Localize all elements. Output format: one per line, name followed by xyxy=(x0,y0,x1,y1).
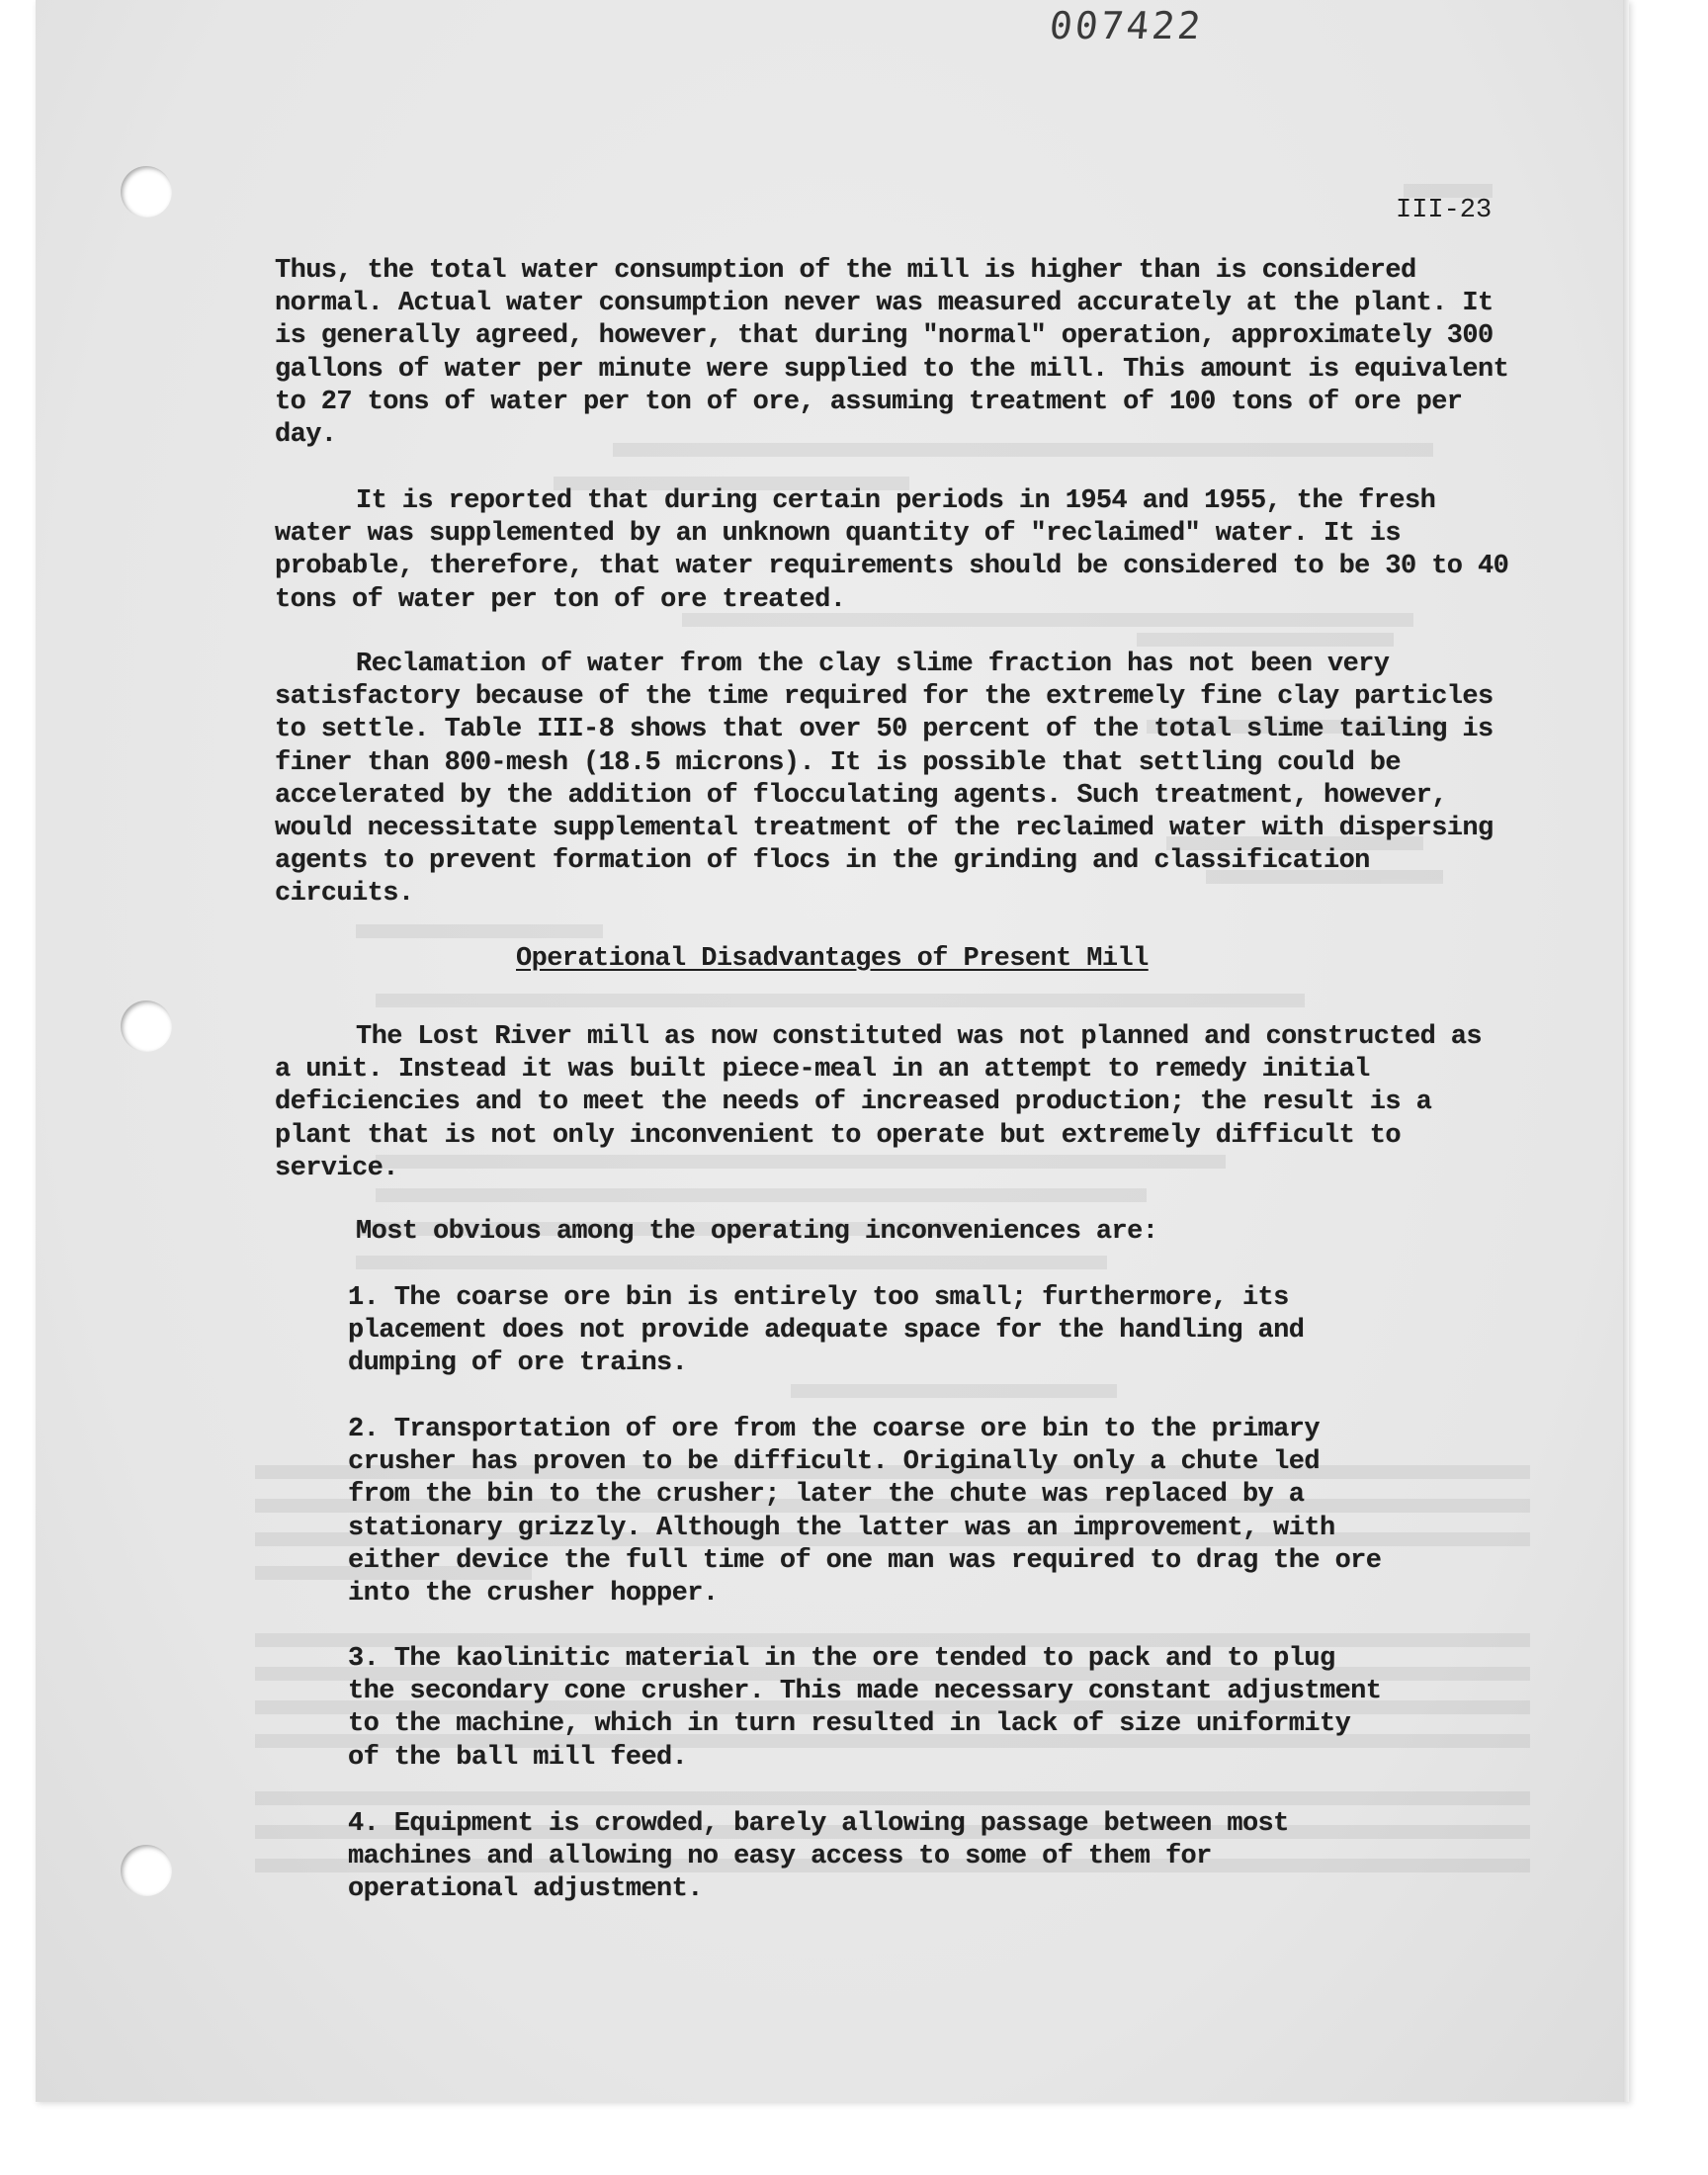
punch-hole-middle xyxy=(121,1000,172,1052)
list-item: 1. The coarse ore bin is entirely too small; furthermore, its placement does not provide adequate space for the handling and dumping of ore trains. xyxy=(348,1283,1305,1379)
page-number: III-23 xyxy=(1396,196,1493,225)
punch-hole-top xyxy=(121,166,172,218)
paragraph-water-consumption: Thus, the total water consumption of the mill is higher than is considered normal. Actual water consumption never was measured accurately at the plant. It is generally agreed, however, that during "normal" operation, approximately 300 gallons of water per minute were supplied to the mill. This amount is equivalent to 27 tons of water per ton of ore, assuming treatment of 100 tons of ore per day. xyxy=(275,256,1509,451)
paragraph-reclamation: Reclamation of water from the clay slime fraction has not been very satisfactory because of the time required for the extremely fine clay particles to settle. Table III-8 shows that over 50 percent of the total slime tailing is finer than 800-mesh (18.5 microns). It is possible that settling could be accelerated by the addition of flocculating agents. Such treatment, however, would necessitate supplemental treatment of the reclaimed water with dispersing agents to prevent formation of flocs in the grinding and classification circuits. xyxy=(275,650,1494,910)
paragraph-reclaimed-water: It is reported that during certain periods in 1954 and 1955, the fresh water was supplemented by an unknown quantity of "reclaimed" water. It is probable, therefore, that water requirements should be considered to be 30 to 40 tons of water per ton of ore treated. xyxy=(275,486,1509,615)
punch-hole-bottom xyxy=(121,1845,172,1896)
list-item: 2. Transportation of ore from the coarse ore bin to the primary crusher has proven to be difficult. Originally only a chute led from the bin to the crusher; later the chute was replaced by a stationary grizzly. Although the latter was an improvement, with either device the full time of one man was required to drag the ore into the crusher hopper. xyxy=(348,1415,1382,1610)
section-heading: Operational Disadvantages of Present Mill xyxy=(516,944,1149,974)
paragraph-mill-construction: The Lost River mill as now constituted was not planned and constructed as a unit. Instead it was built piece-meal in an attempt to remedy initial deficiencies and to meet the needs of increased production; the result is a plant that is not only inconvenient to operate but extremely difficult to service. xyxy=(275,1022,1482,1183)
list-item: 3. The kaolinitic material in the ore tended to pack and to plug the secondary cone crusher. This made necessary constant adjustment to the machine, which in turn resulted in lack of size uniformity of the ball mill feed. xyxy=(348,1644,1382,1773)
sheet-edge xyxy=(1623,0,1629,2102)
document-control-number: 007422 xyxy=(1047,4,1206,47)
list-item: 4. Equipment is crowded, barely allowing passage between most machines and allowing no easy access to some of them for operational adjustment. xyxy=(348,1809,1289,1905)
paragraph-list-intro: Most obvious among the operating inconveniences are: xyxy=(356,1217,1158,1247)
